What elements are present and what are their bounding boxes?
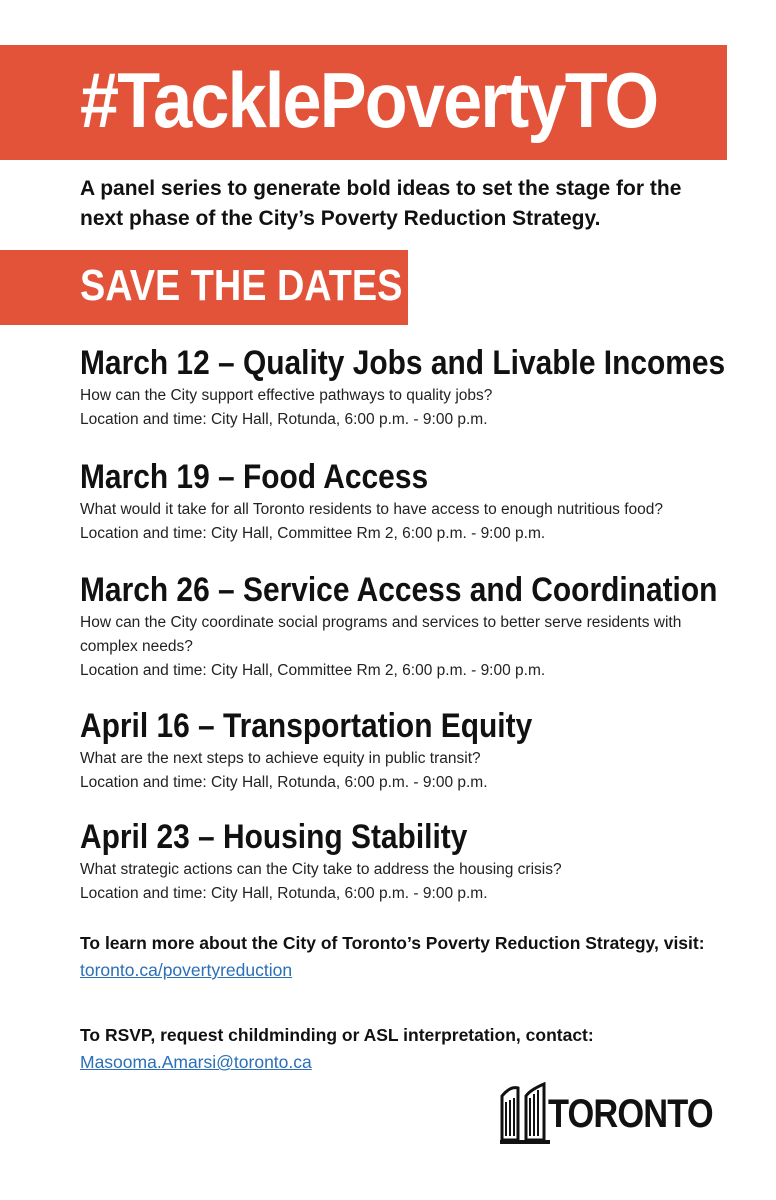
event-march-26 — [80, 569, 740, 683]
event-question: What are the next steps to achieve equity in public transit? — [80, 750, 481, 767]
learn-more-label: To learn more about the City of Toronto’s Poverty Reduction Strategy, visit: — [80, 933, 705, 953]
toronto-city-hall-icon — [500, 1082, 550, 1146]
event-title: April 16 – Transportation Equity — [80, 707, 533, 745]
event-april-23 — [80, 816, 740, 906]
event-question: What would it take for all Toronto residents to have access to enough nutritious food? — [80, 501, 664, 518]
page-title: #TacklePovertyTO — [80, 56, 658, 144]
rsvp-label: To RSVP, request childminding or ASL interpretation, contact: — [80, 1025, 594, 1045]
event-title: March 19 – Food Access — [80, 458, 429, 496]
poverty-reduction-link[interactable]: toronto.ca/povertyreduction — [80, 960, 293, 980]
event-location: Location and time: City Hall, Rotunda, 6:00 p.m. - 9:00 p.m. — [80, 885, 488, 902]
event-march-19 — [80, 456, 740, 546]
toronto-logo-wordmark: TORONTO — [548, 1092, 713, 1136]
rsvp-section — [80, 1022, 760, 1076]
save-dates-heading: SAVE THE DATES — [80, 261, 403, 310]
event-title: March 26 – Service Access and Coordination — [80, 571, 718, 609]
learn-more-section — [80, 930, 760, 984]
event-question: How can the City support effective pathways to quality jobs? — [80, 387, 493, 404]
event-march-12 — [80, 342, 740, 432]
event-location: Location and time: City Hall, Committee Rm 2, 6:00 p.m. - 9:00 p.m. — [80, 525, 546, 542]
event-title: April 23 – Housing Stability — [80, 818, 468, 856]
event-title: March 12 – Quality Jobs and Livable Incomes — [80, 344, 726, 382]
event-location: Location and time: City Hall, Rotunda, 6:00 p.m. - 9:00 p.m. — [80, 411, 488, 428]
event-location: Location and time: City Hall, Rotunda, 6:00 p.m. - 9:00 p.m. — [80, 774, 488, 791]
event-question: How can the City coordinate social programs and services to better serve residents with complex needs? — [80, 614, 682, 655]
event-location: Location and time: City Hall, Committee Rm 2, 6:00 p.m. - 9:00 p.m. — [80, 662, 546, 679]
intro-text: A panel series to generate bold ideas to set the stage for the next phase of the City’s Poverty Reduction Strategy. — [80, 177, 682, 230]
rsvp-email-link[interactable]: Masooma.Amarsi@toronto.ca — [80, 1052, 312, 1072]
event-question: What strategic actions can the City take to address the housing crisis? — [80, 861, 562, 878]
event-april-16 — [80, 705, 740, 795]
